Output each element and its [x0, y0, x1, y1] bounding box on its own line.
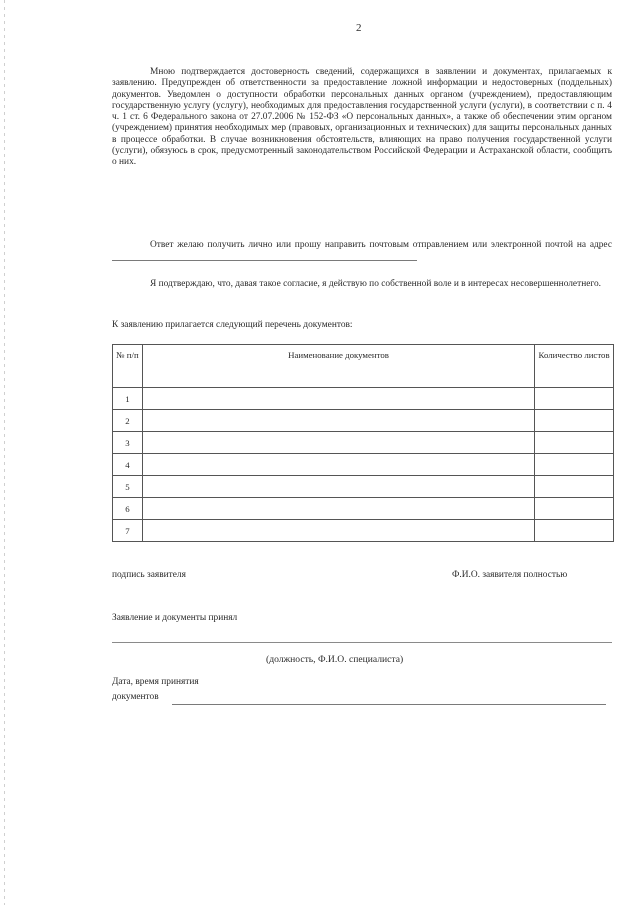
table-row [113, 476, 614, 498]
row-sheet-count [535, 388, 614, 410]
documents-table [112, 344, 614, 542]
row-number: 5 [113, 476, 143, 498]
table-row [113, 454, 614, 476]
accepted-by-label: Заявление и документы принял [112, 613, 238, 623]
applicant-name-label: Ф.И.О. заявителя полностью [452, 570, 568, 580]
table-row [113, 520, 614, 542]
row-document-name [142, 454, 534, 476]
row-number: 4 [113, 454, 143, 476]
row-sheet-count [535, 454, 614, 476]
row-document-name [142, 410, 534, 432]
table-row [113, 432, 614, 454]
table-row [113, 388, 614, 410]
row-document-name [142, 476, 534, 498]
table-row [113, 498, 614, 520]
specialist-position-caption: (должность, Ф.И.О. специалиста) [266, 654, 404, 665]
response-method-text: Ответ желаю получить лично или прошу направить почтовым отправлением или электронной почтой на адрес [150, 240, 612, 250]
row-number: 1 [113, 388, 143, 410]
header-document-name: Наименование документов [142, 345, 534, 388]
documents-list-intro: К заявлению прилагается следующий перечень документов: [112, 320, 353, 330]
confirmation-paragraph: Я подтверждаю, что, давая такое согласие, я действую по собственной воле и в интересах несовершеннолетнего. [150, 279, 602, 289]
row-sheet-count [535, 432, 614, 454]
row-sheet-count [535, 410, 614, 432]
row-document-name [142, 520, 534, 542]
row-sheet-count [535, 476, 614, 498]
consent-paragraph: Мною подтверждается достоверность сведений, содержащихся в заявлении и документах, прилагаемых к заявлению. Предупрежден об ответственности за предоставление ложной информации и недостоверных (поддельных) документов. Уведомлен о доступности обработки персональных данных органом (учреждением), предоставляющим государственную услугу (услугу), необходимых для предоставления государственной услуги (услуги), в соответствии с п. 4 ч. 1 ст. 6 Федерального закона от 27.07.2006 № 152-ФЗ «О персональных данных», а также об обеспечении этим органом (учреждением) принятия необходимых мер (правовых, организационных и технических) для защиты персональных данных в процессе обработки. В случае возникновения обстоятельств, влияющих на право получения государственной услуги (услуги), обязуюсь в срок, предусмотренный законодательством Российской Федерации и Астраханской области, сообщить о них. [112, 67, 612, 168]
row-number: 7 [113, 520, 143, 542]
specialist-signature-line [112, 642, 612, 643]
row-document-name [142, 498, 534, 520]
response-method-paragraph [112, 240, 612, 266]
table-row [113, 410, 614, 432]
applicant-signature-label: подпись заявителя [112, 570, 186, 580]
row-document-name [142, 388, 534, 410]
header-number: № п/п [113, 345, 143, 388]
header-sheet-count: Количество листов [535, 345, 614, 388]
row-number: 2 [113, 410, 143, 432]
page-number: 2 [356, 22, 362, 34]
table-header-row [113, 345, 614, 388]
row-sheet-count [535, 498, 614, 520]
email-address-blank [112, 251, 417, 261]
row-number: 3 [113, 432, 143, 454]
row-number: 6 [113, 498, 143, 520]
scan-edge-line [4, 0, 5, 905]
acceptance-date-label: Дата, время принятия [112, 677, 199, 687]
row-document-name [142, 432, 534, 454]
acceptance-documents-label: документов [112, 692, 159, 702]
row-sheet-count [535, 520, 614, 542]
acceptance-date-line [172, 704, 606, 705]
